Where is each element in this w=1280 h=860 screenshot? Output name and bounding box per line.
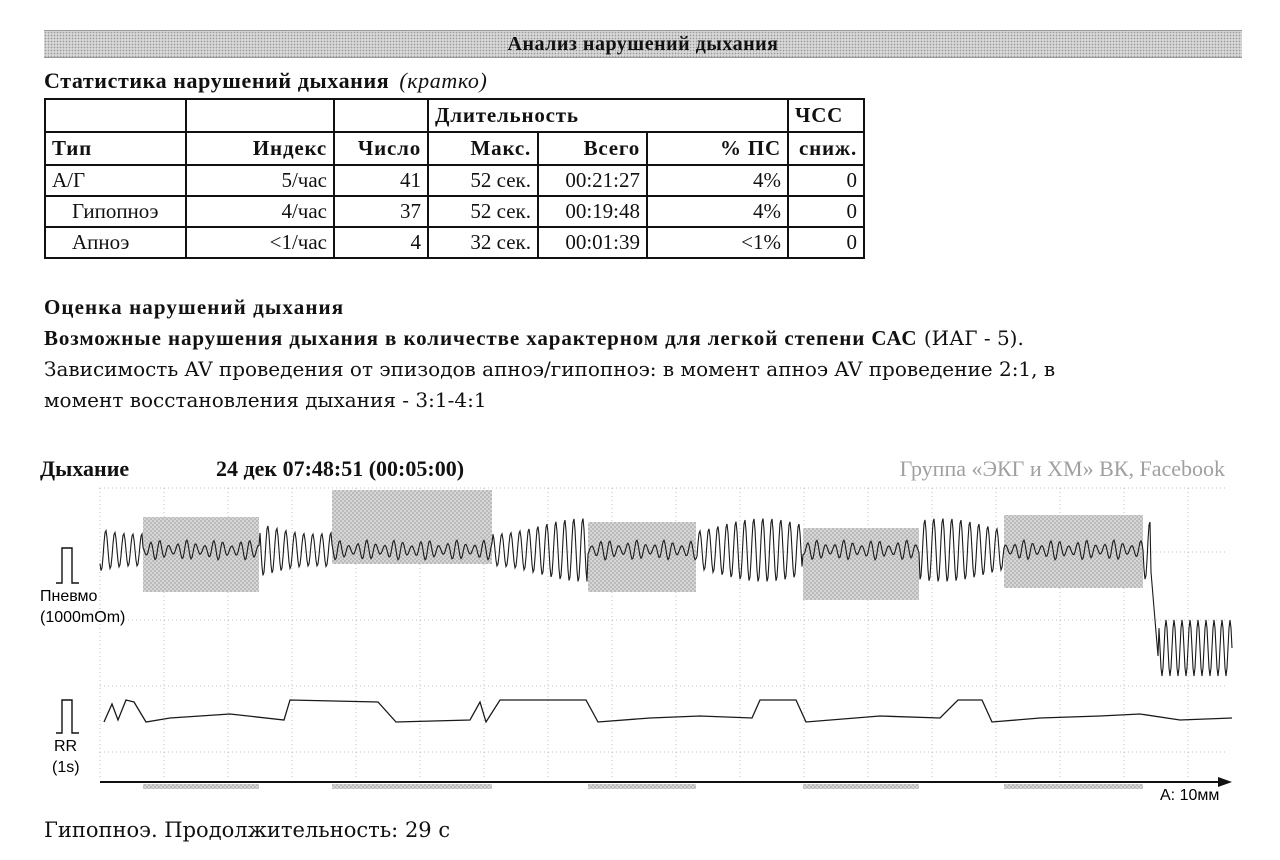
cell-count: 4 bbox=[334, 227, 428, 258]
cell-pct: 4% bbox=[647, 196, 788, 227]
strip-traces bbox=[100, 519, 1232, 723]
scale-label: A: 10мм bbox=[1160, 787, 1220, 804]
cell-pct: <1% bbox=[647, 227, 788, 258]
column-header-pct: % ПС bbox=[647, 132, 788, 165]
channel1-unit: (1000mOm) bbox=[40, 609, 126, 626]
event-axis-mark bbox=[803, 784, 919, 789]
assessment-av-line: Зависимость AV проведения от эпизодов апноэ/гипопноэ: в момент апноэ AV проведение 2:1, в bbox=[44, 357, 1056, 381]
channel-markers bbox=[56, 548, 79, 733]
cell-index: 4/час bbox=[186, 196, 334, 227]
cell-hr: 0 bbox=[788, 227, 864, 258]
cell-total: 00:19:48 bbox=[538, 196, 647, 227]
assessment-conclusion-bold: Возможные нарушения дыхания в количестве характерном для легкой степени САС bbox=[44, 326, 918, 350]
time-axis-arrow-icon bbox=[1218, 777, 1232, 787]
stats-title-text: Статистика нарушений дыхания bbox=[44, 68, 390, 93]
cell-type: Гипопноэ bbox=[45, 196, 186, 227]
channel2-unit: (1s) bbox=[52, 759, 80, 776]
stats-title-note: (кратко) bbox=[399, 68, 488, 93]
channel1-name: Пневмо bbox=[40, 588, 98, 605]
cell-max: 52 сек. bbox=[428, 196, 538, 227]
cell-total: 00:01:39 bbox=[538, 227, 647, 258]
rr-calibration-icon bbox=[56, 700, 79, 733]
cell-count: 37 bbox=[334, 196, 428, 227]
cell-pct: 4% bbox=[647, 165, 788, 196]
table-header-duration: Длительность bbox=[428, 99, 788, 132]
assessment-recovery-line: момент восстановления дыхания - 3:1-4:1 bbox=[44, 388, 487, 412]
event-highlight bbox=[143, 517, 259, 592]
column-header-max: Макс. bbox=[428, 132, 538, 165]
cell-hr: 0 bbox=[788, 196, 864, 227]
rr-trace bbox=[104, 700, 1232, 722]
cell-count: 41 bbox=[334, 165, 428, 196]
event-axis-mark bbox=[1004, 784, 1143, 789]
event-axis-mark bbox=[143, 784, 259, 789]
event-axis-mark bbox=[332, 784, 492, 789]
table-header-hr: ЧСС bbox=[788, 99, 864, 132]
assessment-title: Оценка нарушений дыхания bbox=[44, 295, 345, 319]
cell-type: Апноэ bbox=[45, 227, 186, 258]
event-highlight bbox=[332, 490, 492, 564]
cell-max: 32 сек. bbox=[428, 227, 538, 258]
cell-total: 00:21:27 bbox=[538, 165, 647, 196]
cell-type: А/Г bbox=[45, 165, 186, 196]
event-caption: Гипопноэ. Продолжительность: 29 с bbox=[44, 818, 451, 842]
channel2-name: RR bbox=[54, 738, 78, 755]
event-highlight bbox=[1004, 515, 1143, 588]
column-header-hr-drop: сниж. bbox=[788, 132, 864, 165]
event-highlight bbox=[803, 528, 919, 600]
strip-datetime: 24 дек 07:48:51 (00:05:00) bbox=[216, 456, 465, 481]
column-header-count: Число bbox=[334, 132, 428, 165]
cell-index: 5/час bbox=[186, 165, 334, 196]
pneumo-calibration-icon bbox=[56, 548, 79, 583]
cell-max: 52 сек. bbox=[428, 165, 538, 196]
cell-index: <1/час bbox=[186, 227, 334, 258]
event-axis-marks bbox=[143, 784, 1143, 789]
report-section-header: Анализ нарушений дыхания bbox=[44, 30, 1242, 58]
assessment-conclusion-suffix: (ИАГ - 5). bbox=[917, 326, 1024, 350]
column-header-total: Всего bbox=[538, 132, 647, 165]
strip-label: Дыхание bbox=[40, 456, 130, 481]
watermark: Группа «ЭКГ и ХМ» ВК, Facebook bbox=[899, 456, 1225, 481]
event-axis-mark bbox=[588, 784, 696, 789]
column-header-index: Индекс bbox=[186, 132, 334, 165]
cell-hr: 0 bbox=[788, 165, 864, 196]
column-header-type: Тип bbox=[45, 132, 186, 165]
